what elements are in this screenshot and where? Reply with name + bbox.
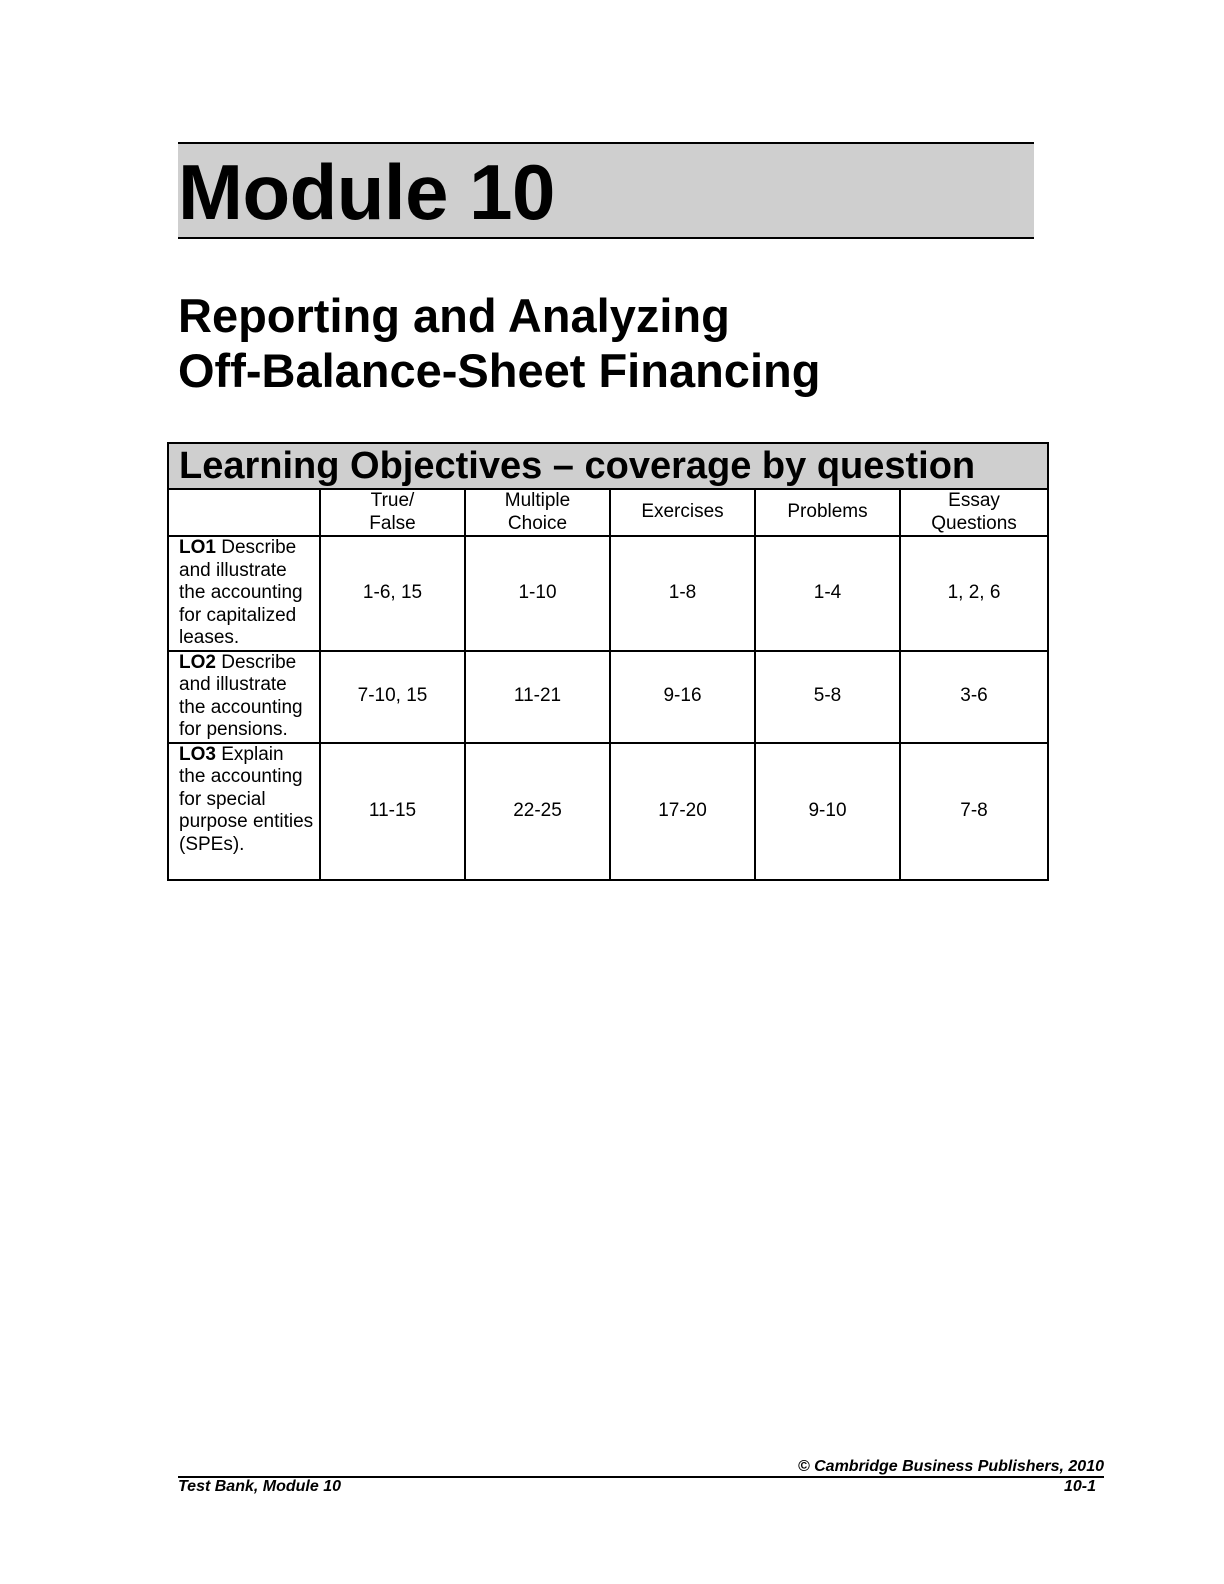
column-header-exercises [610, 489, 755, 536]
table-cell: 7-8 [900, 743, 1048, 880]
footer-book-title: Test Bank, Module 10 [178, 1478, 341, 1495]
table-cell: 1, 2, 6 [900, 536, 1048, 651]
lo-description: Describe and illustrate the accounting for pensions. [179, 651, 303, 740]
table-title-row [168, 443, 1048, 489]
lo-code: LO2 [179, 651, 216, 673]
table-cell: 22-25 [465, 743, 610, 880]
table-header-row [168, 489, 1048, 536]
table-cell: 11-15 [320, 743, 465, 880]
column-header-line: Exercises [641, 501, 724, 523]
header-empty-cell [168, 489, 320, 536]
table-cell: 1-10 [465, 536, 610, 651]
table-cell: 1-6, 15 [320, 536, 465, 651]
column-header-multiple-choice [465, 489, 610, 536]
column-header-line: True/ [370, 490, 415, 511]
lo-description: Describe and illustrate the accounting for capitalized leases. [179, 537, 303, 648]
learning-objectives-table [167, 442, 1049, 881]
table-cell: 17-20 [610, 743, 755, 880]
table-title: Learning Objectives – coverage by question [168, 443, 1048, 489]
footer-page-number: 10-1 [1063, 1478, 1096, 1495]
table-row [168, 743, 1048, 880]
lo-code: LO1 [179, 537, 216, 558]
table-cell: 1-8 [610, 536, 755, 651]
table-cell: 9-10 [755, 743, 900, 880]
table-cell: 1-4 [755, 536, 900, 651]
column-header-line: Multiple [504, 490, 571, 511]
table-cell: 11-21 [465, 651, 610, 743]
column-header-line: Problems [787, 501, 868, 523]
column-header-problems [755, 489, 900, 536]
table-cell: 3-6 [900, 651, 1048, 743]
learning-objective-cell [168, 743, 320, 880]
lo-code: LO3 [179, 743, 216, 765]
module-banner [178, 142, 1034, 239]
chapter-subtitle [178, 288, 820, 398]
table-cell: 7-10, 15 [320, 651, 465, 743]
column-header-line: False [369, 512, 416, 534]
lo-description: Explain the accounting for special purpose entities (SPEs). [179, 743, 314, 855]
subtitle-line-2: Off-Balance-Sheet Financing [178, 344, 821, 397]
column-header-line: Choice [507, 512, 568, 534]
footer-copyright: © Cambridge Business Publishers, 2010 [797, 1458, 1104, 1475]
module-title: Module 10 [178, 148, 555, 236]
column-header-essay-questions [900, 489, 1048, 536]
column-header-line: Essay [948, 490, 1000, 511]
table-cell: 9-16 [610, 651, 755, 743]
learning-objective-cell [168, 536, 320, 651]
column-header-line: Questions [931, 512, 1017, 534]
table-cell: 5-8 [755, 651, 900, 743]
table-row [168, 536, 1048, 651]
subtitle-line-1: Reporting and Analyzing [178, 289, 730, 342]
learning-objective-cell [168, 651, 320, 743]
table-row [168, 651, 1048, 743]
column-header-true-false [320, 489, 465, 536]
